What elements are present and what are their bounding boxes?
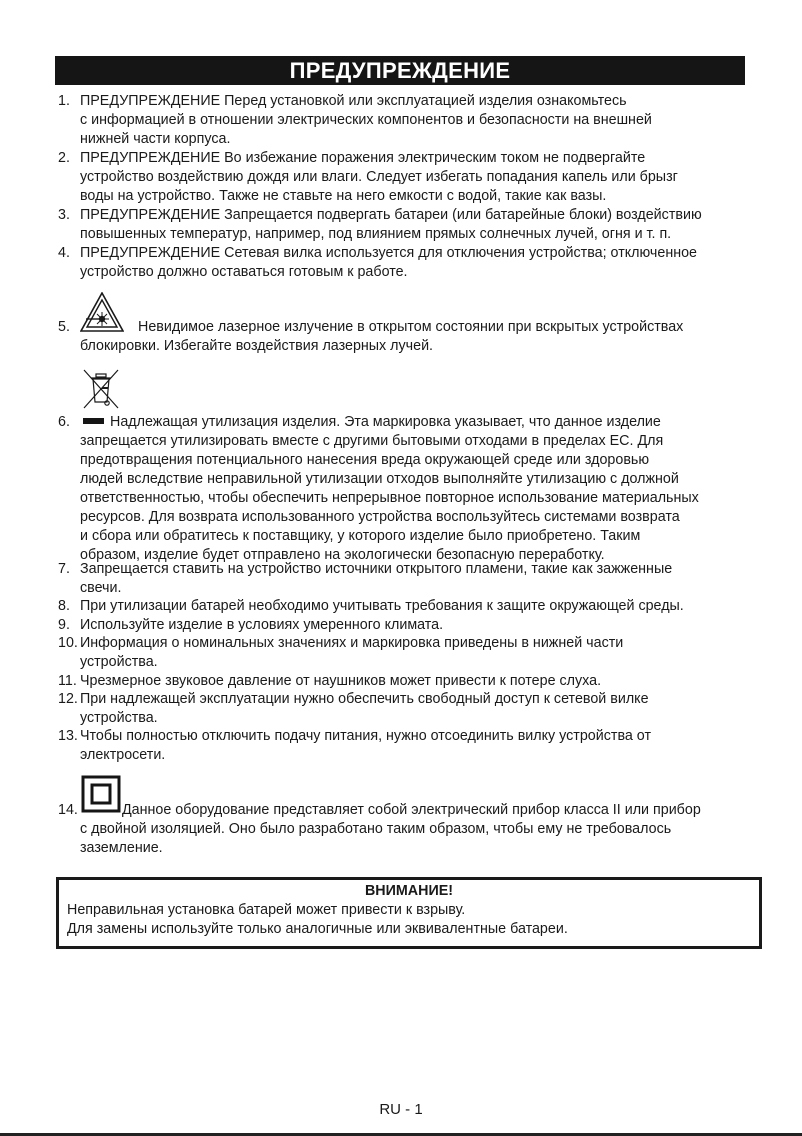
item-number: 10. [58, 635, 78, 651]
list-item: 4. ПРЕДУПРЕЖДЕНИЕ Сетевая вилка используется для отключения устройства; отключенное устройство должно оставаться готовым к работе. [58, 245, 698, 280]
list-item: 11. Чрезмерное звуковое давление от наушников может привести к потере слуха. [58, 673, 602, 689]
page-number: RU - 1 [379, 1101, 423, 1118]
page-title: ПРЕДУПРЕЖДЕНИЕ [55, 56, 745, 85]
list-item: 1. ПРЕДУПРЕЖДЕНИЕ Перед установкой или эксплуатацией изделия ознакомьтесь с информацией в отношении электрических компонентов и безопасности на внешней нижней части корпуса. [58, 93, 652, 147]
list-item: 10. Информация о номинальных значениях и маркировка приведены в нижней части устройства. [58, 635, 624, 670]
list-item: 9. Используйте изделие в условиях умеренного климата. [58, 617, 444, 633]
item-number: 13. [58, 728, 78, 744]
item-number: 4. [58, 245, 70, 261]
item-number: 3. [58, 207, 70, 223]
list-item: 6. Надлежащая утилизация изделия. Эта маркировка указывает, что данное изделие запрещается утилизировать вместе с другими бытовыми отходами в пределах ЕС. Для предотвращения потенциального нанесения вреда окружающей среде или здоровью людей вследствие неправильной утилизации отходов выполняйте утилизацию с должной ответственностью, чтобы обеспечить непрерывное повторное использование материальных ресурсов. Для возврата использованного устройства воспользуйтесь системами возврата и сбора или обратитесь к поставщику, у которого изделие было приобретено. Таким образом, изделие будет отправлено на экологически безопасную переработку. [58, 414, 699, 563]
item-number: 7. [58, 561, 70, 577]
item-number: 14. [58, 802, 78, 818]
list-item: 7. Запрещается ставить на устройство источники открытого пламени, такие как зажженные свечи. [58, 561, 673, 596]
item-number: 1. [58, 93, 70, 109]
caution-box [56, 877, 762, 949]
caution-title: ВНИМАНИЕ! [364, 883, 454, 899]
item-number: 12. [58, 691, 78, 707]
item-number: 5. [58, 319, 70, 335]
list-item: 5. Невидимое лазерное излучение в открытом состоянии при вскрытых устройствах блокировки. Избегайте воздействия лазерных лучей. [58, 319, 684, 354]
weee-bar-icon [83, 418, 104, 424]
item-number: 2. [58, 150, 70, 166]
list-item: 12. При надлежащей эксплуатации нужно обеспечить свободный доступ к сетевой вилке устройства. [58, 691, 649, 726]
item-number: 11. [58, 673, 77, 689]
list-item: 8. При утилизации батарей необходимо учитывать требования к защите окружающей среды. [58, 598, 684, 614]
list-item: 3. ПРЕДУПРЕЖДЕНИЕ Запрещается подвергать батареи (или батарейные блоки) воздействию повышенных температур, например, под влиянием прямых солнечных лучей, огня и т. п. [58, 207, 702, 242]
caution-line: Неправильная установка батарей может привести к взрыву. [67, 902, 466, 918]
list-item: 13. Чтобы полностью отключить подачу питания, нужно отсоединить вилку устройства от электросети. [58, 728, 651, 763]
list-item: 2. ПРЕДУПРЕЖДЕНИЕ Во избежание поражения электрическим током не подвергайте устройство воздействию дождя или влаги. Следует избегать попадания капель или брызг воды на устройство. Также не ставьте на него емкости с водой, такие как вазы. [58, 150, 678, 204]
caution-line: Для замены используйте только аналогичные или эквивалентные батареи. [67, 921, 568, 937]
list-item: 14. Данное оборудование представляет собой электрический прибор класса II или прибор с двойной изоляцией. Оно было разработано таким образом, чтобы ему не требовалось заземление. [58, 802, 701, 856]
item-number: 6. [58, 414, 70, 430]
item-number: 8. [58, 598, 70, 614]
item-number: 9. [58, 617, 70, 633]
weee-crossed-bin-icon [80, 368, 122, 410]
